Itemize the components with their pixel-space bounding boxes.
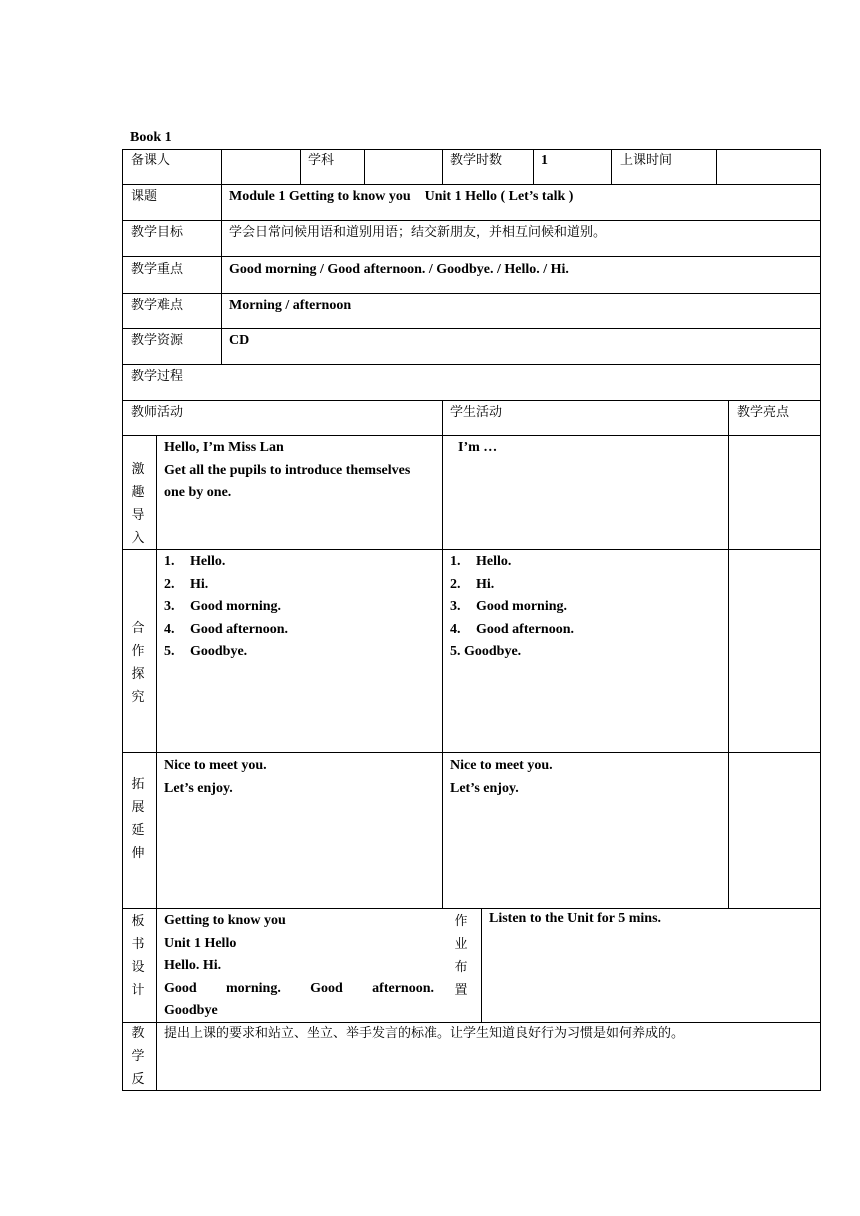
- col-divider: [481, 908, 482, 1023]
- col-divider: [611, 149, 612, 185]
- list-item: 5. Goodbye.: [164, 644, 248, 660]
- intro-teacher-activity: Hello, I’m Miss Lan Get all the pupils to introduce themselves one by one.: [164, 440, 411, 501]
- col-divider: [221, 184, 222, 365]
- process-label: 教学过程: [131, 369, 184, 384]
- highlight-header: 教学亮点: [737, 405, 790, 420]
- stage-label-explore: 合 作 探 究: [131, 621, 145, 705]
- list-item: 1. Hello.: [164, 554, 226, 569]
- student-activity-header: 学生活动: [450, 405, 503, 420]
- list-item: 5. Goodbye.: [450, 644, 522, 660]
- col-divider: [716, 149, 717, 185]
- col-divider: [442, 400, 443, 909]
- col-divider: [728, 400, 729, 909]
- row-divider: [122, 908, 821, 909]
- col-divider: [156, 435, 157, 1091]
- key-points-label: 教学重点: [131, 262, 184, 277]
- objective-value: 学会日常问候用语和道别用语；结交新朋友，并相互问候和道别。: [229, 225, 607, 240]
- list-item: 4. Good afternoon.: [450, 621, 574, 637]
- col-divider: [221, 149, 222, 185]
- homework-label: 作 业 布 置: [454, 914, 468, 998]
- intro-student-activity: I’m …: [458, 440, 498, 455]
- preparer-label: 备课人: [131, 153, 171, 168]
- reflection-value: 提出上课的要求和站立、坐立、举手发言的标准。让学生知道良好行为习惯是如何养成的。: [164, 1026, 685, 1041]
- list-item: 3. Good morning.: [164, 599, 282, 615]
- col-divider: [442, 149, 443, 185]
- class-time-label: 上课时间: [620, 153, 673, 168]
- difficulties-value: Morning / afternoon: [229, 298, 352, 313]
- stage-label-extend: 拓 展 延 伸: [131, 777, 145, 861]
- row-divider: [122, 435, 821, 436]
- row-divider: [122, 220, 821, 221]
- col-divider: [364, 149, 365, 185]
- stage-label-intro: 激 趣 导 入: [131, 462, 145, 546]
- hours-value: 1: [541, 153, 548, 168]
- explore-student-list: [450, 551, 574, 664]
- objective-label: 教学目标: [131, 225, 184, 240]
- book-label: Book 1: [130, 130, 172, 145]
- subject-label: 学科: [308, 153, 335, 168]
- topic-label: 课题: [131, 189, 158, 204]
- row-divider: [122, 752, 821, 753]
- list-item: 1. Hello.: [450, 554, 512, 569]
- col-divider: [300, 149, 301, 185]
- row-divider: [122, 256, 821, 257]
- list-item: 2. Hi.: [164, 576, 209, 592]
- resources-label: 教学资源: [131, 333, 184, 348]
- board-design-label: 板 书 设 计: [131, 914, 145, 998]
- list-item: 4. Good afternoon.: [164, 621, 288, 637]
- teacher-activity-header: 教师活动: [131, 405, 184, 420]
- row-divider: [122, 328, 821, 329]
- extend-teacher-activity: Nice to meet you. Let’s enjoy.: [164, 758, 267, 796]
- reflection-label: 教 学 反: [131, 1026, 145, 1087]
- extend-student-activity: Nice to meet you. Let’s enjoy.: [450, 758, 553, 796]
- list-item: 3. Good morning.: [450, 599, 568, 615]
- difficulties-label: 教学难点: [131, 298, 184, 313]
- row-divider: [122, 364, 821, 365]
- homework-value: Listen to the Unit for 5 mins.: [489, 911, 662, 926]
- row-divider: [122, 400, 821, 401]
- list-item: 2. Hi.: [450, 576, 495, 592]
- key-points-value: Good morning / Good afternoon. / Goodbye. / Hello. / Hi.: [229, 262, 569, 277]
- hours-label: 教学时数: [450, 153, 503, 168]
- row-divider: [122, 549, 821, 550]
- col-divider: [533, 149, 534, 185]
- topic-value: Module 1 Getting to know you Unit 1 Hello ( Let’s talk ): [229, 189, 574, 204]
- resources-value: CD: [229, 333, 250, 348]
- explore-teacher-list: [164, 551, 288, 664]
- board-design-content: Getting to know you Unit 1 Hello Hello. Hi. Good morning. Good afternoon. Goodbye: [164, 913, 434, 1019]
- row-divider: [122, 293, 821, 294]
